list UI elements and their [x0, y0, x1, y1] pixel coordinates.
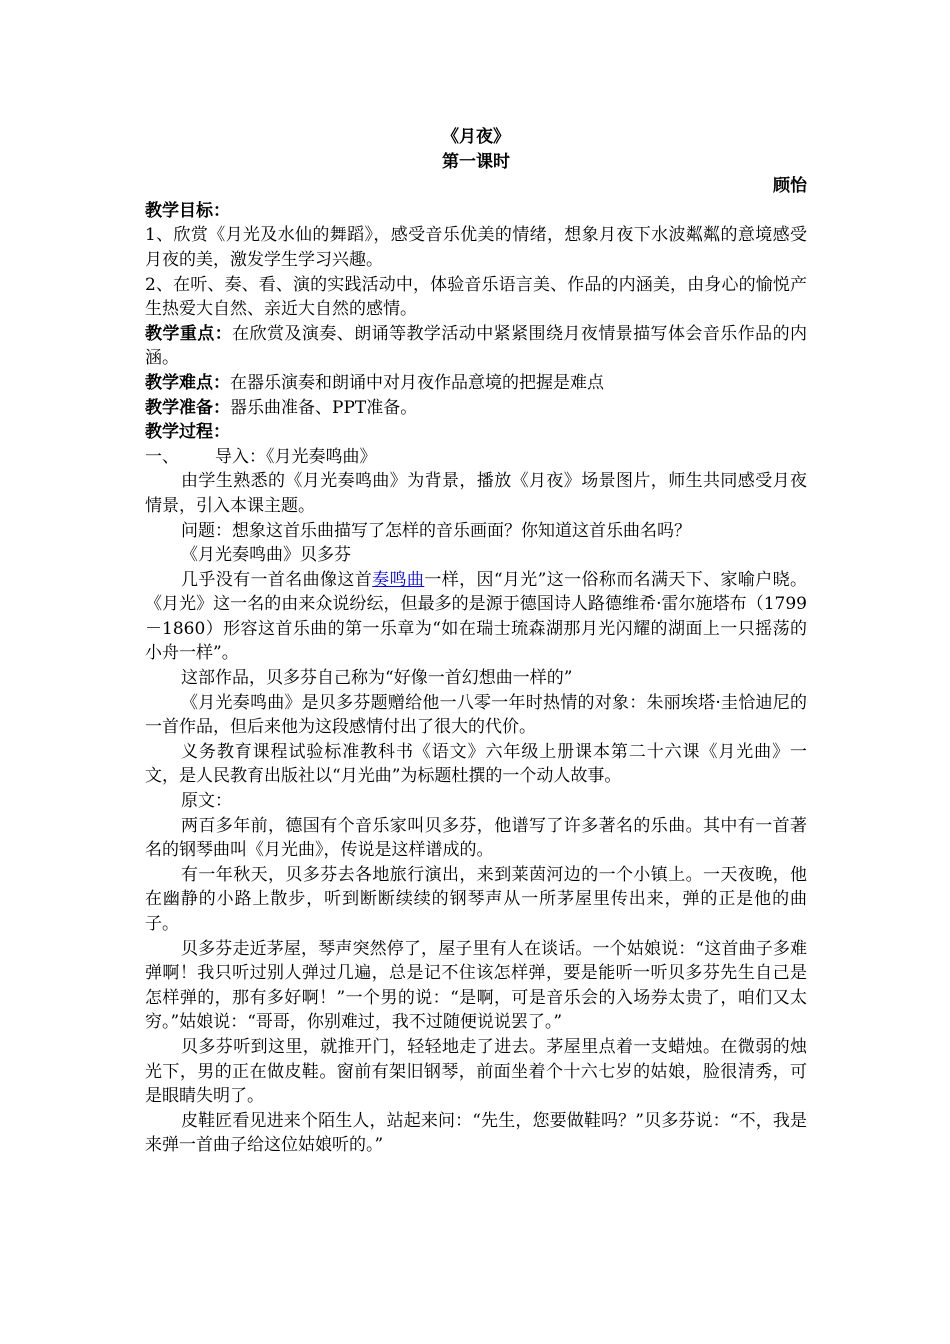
key-point-label: 教学重点：	[145, 323, 233, 344]
preparation	[145, 396, 807, 421]
doc-title: 《月夜》	[442, 127, 510, 147]
paragraph	[145, 568, 807, 666]
paragraph: 《月光奏鸣曲》是贝多芬题赠给他一八零一年时热情的对象：朱丽埃塔·圭恰迪尼的一首作品，但后来他为这段感情付出了很大的代价。	[145, 692, 807, 738]
process-heading: 教学过程：	[145, 422, 230, 443]
paragraph: 贝多芬听到这里，就推开门，轻轻地走了进去。茅屋里点着一支蜡烛。在微弱的烛光下，男的正在做皮鞋。窗前有架旧钢琴，前面坐着个十六七岁的姑娘，脸很清秀，可是眼睛失明了。	[145, 1036, 807, 1107]
paragraph: 由学生熟悉的《月光奏鸣曲》为背景，播放《月夜》场景图片，师生共同感受月夜情景，引入本课主题。	[145, 471, 807, 516]
preparation-text: 器乐曲准备、PPT准备。	[230, 397, 418, 418]
paragraph: 皮鞋匠看见进来个陌生人，站起来问：“先生，您要做鞋吗？”贝多芬说：“不，我是来弹一首曲子给这位姑娘听的。”	[145, 1110, 807, 1156]
doc-subtitle: 第一课时	[442, 151, 510, 172]
sonata-link[interactable]: 奏鸣曲	[372, 569, 425, 590]
difficulty-text: 在器乐演奏和朗诵中对月夜作品意境的把握是难点	[230, 372, 604, 393]
paragraph: 贝多芬走近茅屋，琴声突然停了，屋子里有人在谈话。一个姑娘说：“这首曲子多难弹啊！我只听过别人弹过几遍，总是记不住该怎样弹，要是能听一听贝多芬先生自己是怎样弹的，那有多好啊！”一个男的说：“是啊，可是音乐会的入场券太贵了，咱们又太穷。”姑娘说：“哥哥，你别难过，我不过随便说说罢了。”	[145, 938, 807, 1033]
paragraph: 义务教育课程试验标准教科书《语文》六年级上册课本第二十六课《月光曲》一文，是人民教育出版社以“月光曲”为标题杜撰的一个动人故事。	[145, 741, 807, 787]
paragraph: 问题：想象这首乐曲描写了怎样的音乐画面？你知道这首乐曲名吗？	[181, 520, 691, 541]
paragraph: 《月光奏鸣曲》贝多芬	[181, 545, 351, 566]
paragraph: 两百多年前，德国有个音乐家叫贝多芬，他谱写了许多著名的乐曲。其中有一首著名的钢琴曲叫《月光曲》，传说是这样谱成的。	[145, 815, 807, 861]
paragraph-text: 几乎没有一首名曲像这首	[181, 569, 373, 590]
paragraph-text: 一样，因“月光”这一俗称而名满天下、家喻户晓。《月光》这一名的由来众说纷纭，但最多的是源于德国诗人路德维希·雷尔施塔布（1799－1860）形容这首乐曲的第一乐章为“如在瑞士琉森湖那月光闪耀的湖面上一只摇荡的小舟一样”。	[145, 569, 808, 664]
difficulty-label: 教学难点：	[145, 372, 230, 393]
difficulty	[145, 371, 807, 396]
paragraph: 有一年秋天，贝多芬去各地旅行演出，来到莱茵河边的一个小镇上。一天夜晚，他在幽静的小路上散步，听到断断续续的钢琴声从一所茅屋里传出来，弹的正是他的曲子。	[145, 864, 807, 934]
doc-author: 顾怡	[773, 176, 807, 197]
section-title: 导入：《月光奏鸣曲》	[215, 446, 377, 467]
paragraph: 这部作品，贝多芬自己称为“好像一首幻想曲一样的”	[181, 668, 573, 689]
objective-item: 2、在听、奏、看、演的实践活动中，体验音乐语言美、作品的内涵美，由身心的愉悦产生热爱大自然、亲近大自然的感情。	[145, 274, 807, 320]
document-page	[145, 125, 807, 1158]
section-number: 一、	[145, 446, 179, 467]
objective-item: 1、欣赏《月光及水仙的舞蹈》，感受音乐优美的情绪，想象月夜下水波粼粼的意境感受月夜的美，激发学生学习兴趣。	[145, 225, 807, 270]
key-point-text: 在欣赏及演奏、朗诵等教学活动中紧紧围绕月夜情景描写体会音乐作品的内涵。	[145, 323, 808, 369]
key-point	[145, 322, 807, 371]
preparation-label: 教学准备：	[145, 397, 230, 418]
section-heading	[145, 445, 807, 470]
objectives-heading: 教学目标：	[145, 200, 230, 221]
paragraph: 原文：	[181, 791, 232, 812]
